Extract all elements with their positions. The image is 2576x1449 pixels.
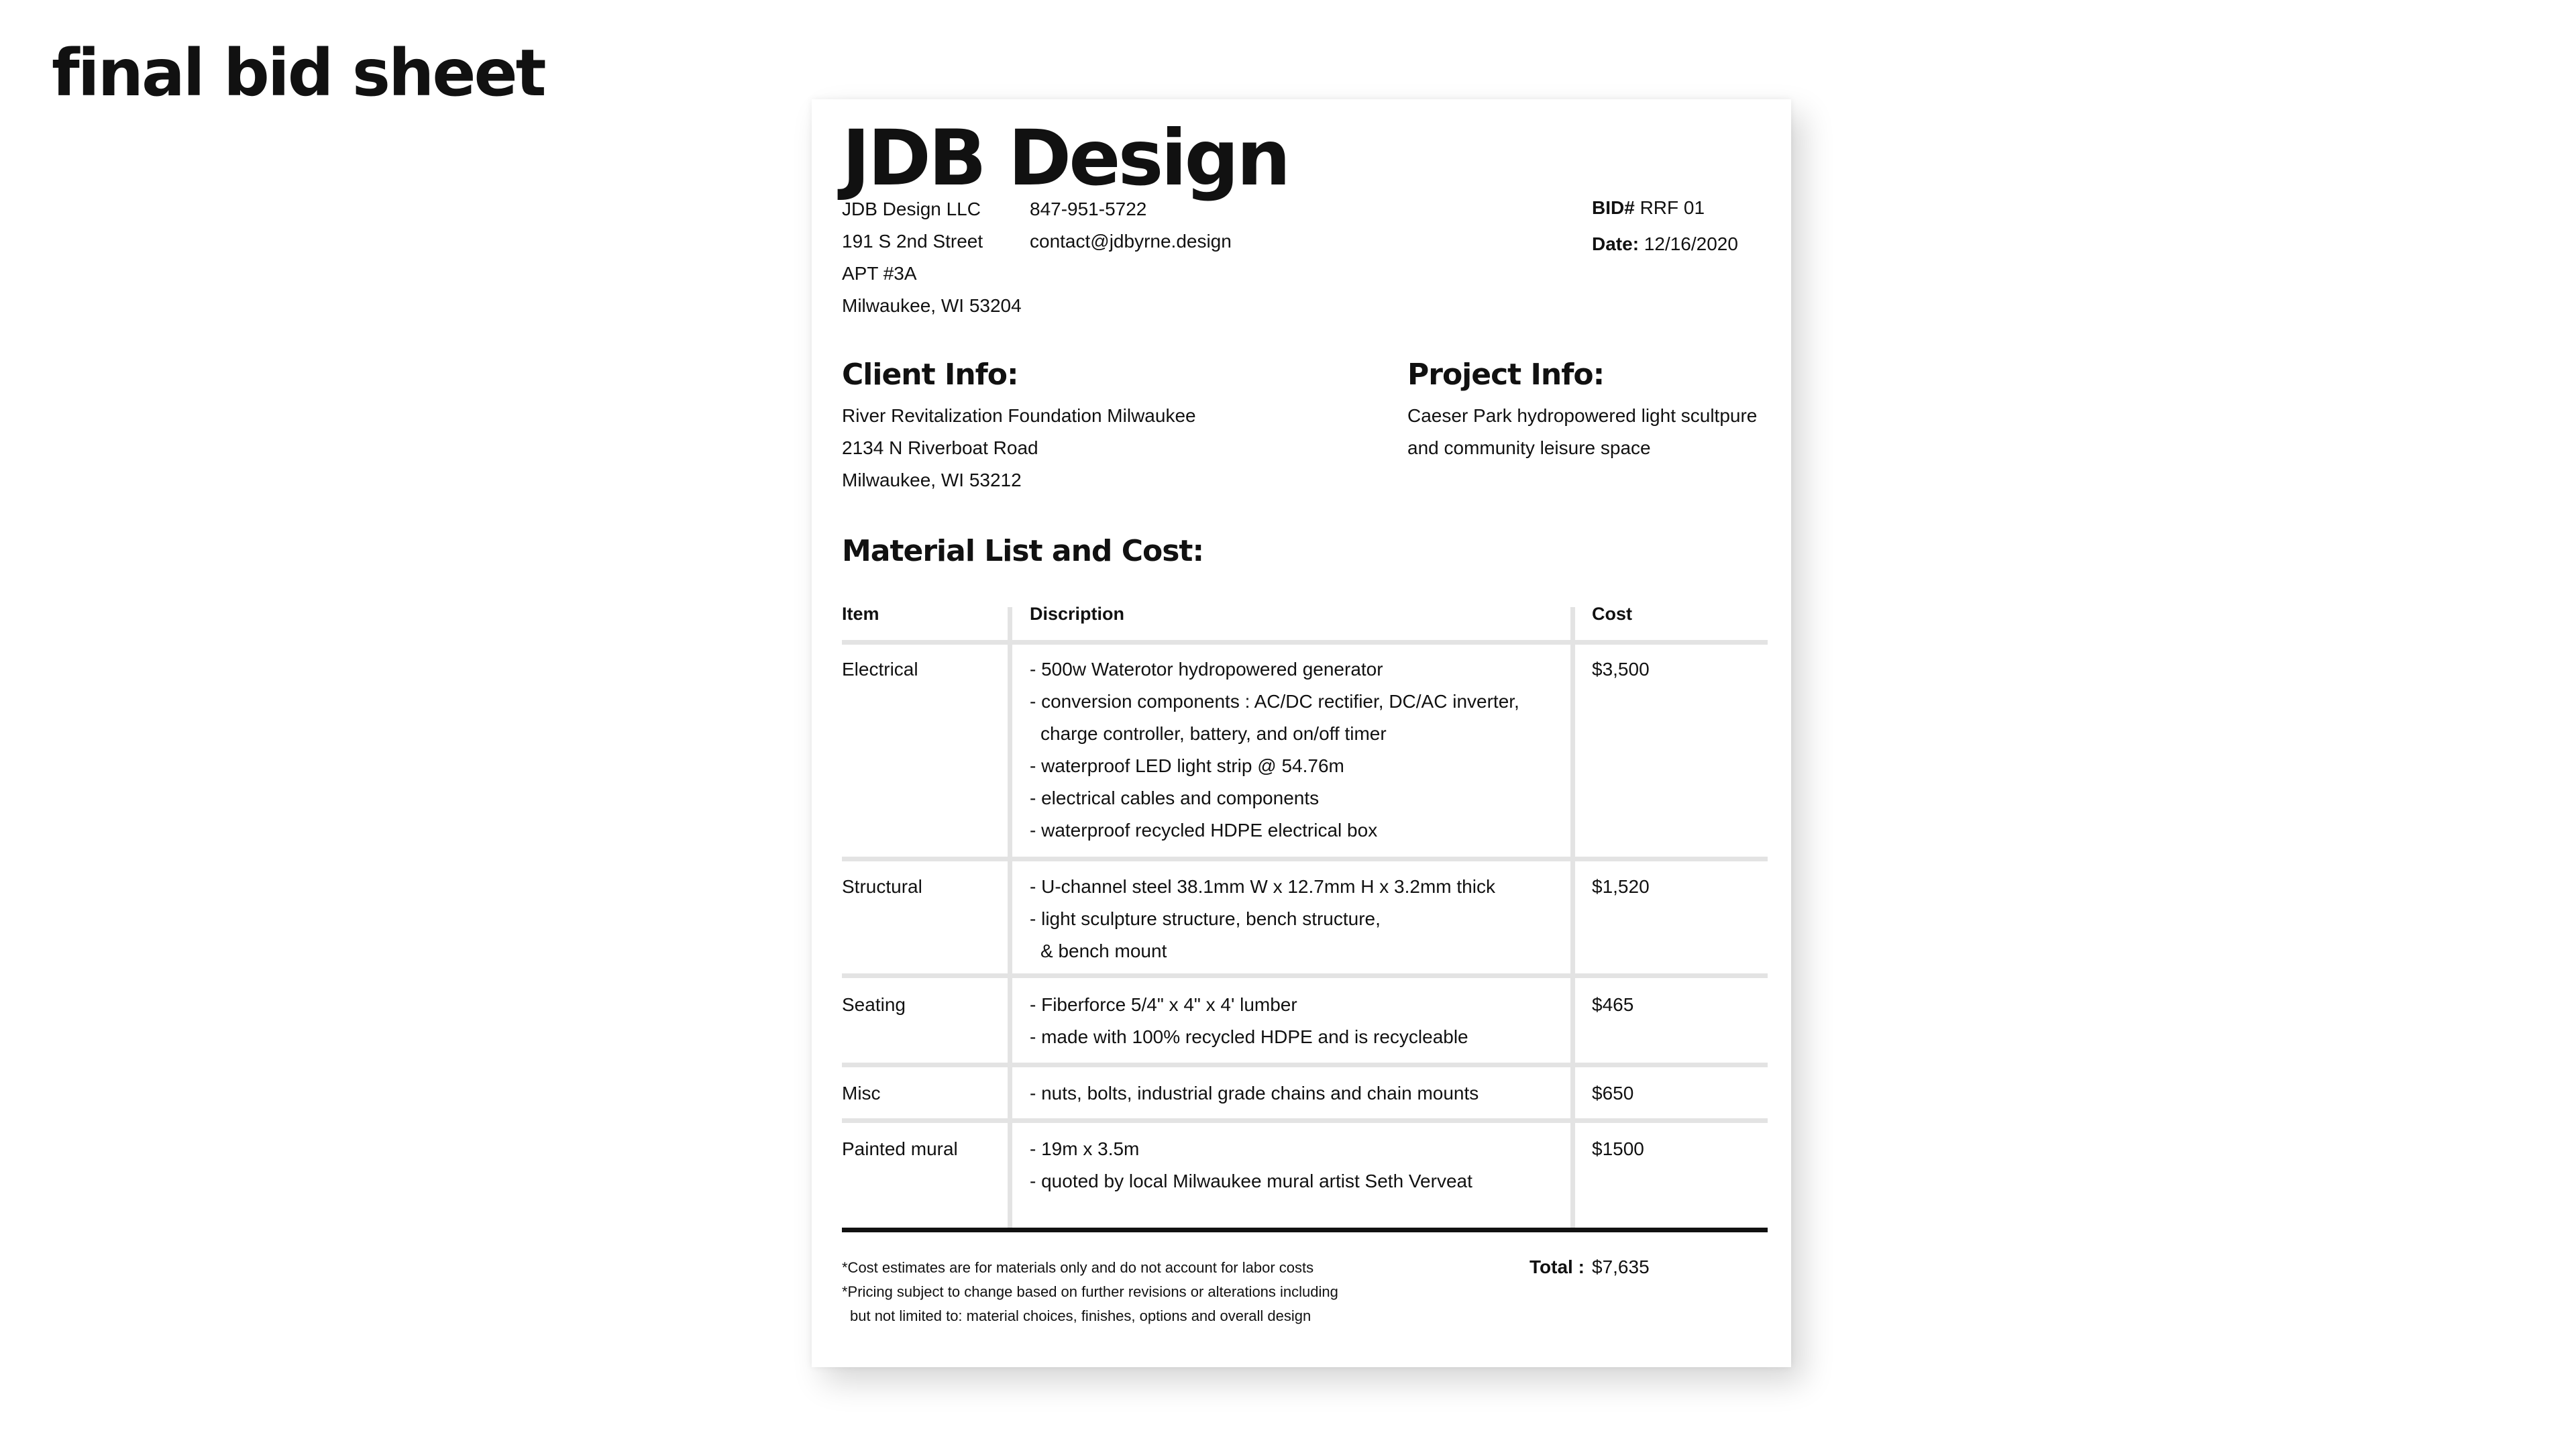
bid-info: [1592, 192, 1738, 260]
table-row-description: [1030, 989, 1468, 1053]
date-label: Date:: [1592, 233, 1640, 254]
footnotes: [842, 1256, 1338, 1328]
client-line: Milwaukee, WI 53212: [842, 470, 1022, 490]
column-header-description: Discription: [1030, 604, 1125, 624]
bid-label: BID#: [1592, 197, 1635, 218]
footnote-line: *Pricing subject to change based on further revisions or alterations including: [842, 1283, 1338, 1300]
client-info-heading: Client Info:: [842, 358, 1018, 392]
description-line: - conversion components : AC/DC rectifier, DC/AC inverter,: [1030, 691, 1519, 712]
total-value: $7,635: [1592, 1256, 1650, 1277]
row-divider: [842, 973, 1768, 978]
description-line: - waterproof LED light strip @ 54.76m: [1030, 755, 1344, 776]
description-line: - Fiberforce 5/4" x 4" x 4' lumber: [1030, 994, 1297, 1015]
client-line: 2134 N Riverboat Road: [842, 437, 1038, 458]
description-line: - electrical cables and components: [1030, 788, 1320, 808]
table-row-item: Painted mural: [842, 1138, 958, 1159]
client-info: [842, 400, 1196, 496]
description-line: - 19m x 3.5m: [1030, 1138, 1140, 1159]
table-row-cost: $1500: [1592, 1138, 1644, 1159]
description-line: - waterproof recycled HDPE electrical box: [1030, 820, 1378, 841]
bid-date: [1592, 228, 1738, 260]
row-divider: [842, 1063, 1768, 1067]
table-row-item: Seating: [842, 994, 906, 1015]
bid-number: [1592, 192, 1738, 224]
table-row-cost: $1,520: [1592, 876, 1650, 897]
footnote-line: *Cost estimates are for materials only and do not account for labor costs: [842, 1259, 1314, 1276]
description-line: charge controller, battery, and on/off timer: [1040, 723, 1387, 744]
table-row-item: Electrical: [842, 659, 918, 680]
table-row-cost: $650: [1592, 1083, 1634, 1104]
project-info: [1407, 400, 1757, 464]
table-row-description: [1030, 871, 1495, 967]
description-line: - nuts, bolts, industrial grade chains and chain mounts: [1030, 1083, 1479, 1104]
total-label: Total :: [1529, 1256, 1585, 1277]
address-line: APT #3A: [842, 263, 917, 284]
company-address: [842, 193, 1022, 322]
date-value: 12/16/2020: [1644, 233, 1738, 254]
table-row-description: [1030, 1133, 1472, 1197]
phone-number: 847-951-5722: [1030, 199, 1147, 219]
table-row-item: Misc: [842, 1083, 881, 1104]
row-divider: [842, 640, 1768, 645]
description-line: - 500w Waterotor hydropowered generator: [1030, 659, 1383, 680]
column-divider: [1008, 607, 1012, 1228]
email-address: contact@jdbyrne.design: [1030, 231, 1232, 252]
description-line: - made with 100% recycled HDPE and is recycleable: [1030, 1026, 1468, 1047]
description-line: - light sculpture structure, bench structure,: [1030, 908, 1381, 929]
row-divider: [842, 857, 1768, 861]
table-row-description: [1030, 1077, 1479, 1110]
project-line: and community leisure space: [1407, 437, 1651, 458]
column-header-item: Item: [842, 604, 879, 624]
description-line: - U-channel steel 38.1mm W x 12.7mm H x 3.2mm thick: [1030, 876, 1495, 897]
slide-title: final bid sheet: [52, 36, 545, 111]
project-line: Caeser Park hydropowered light scultpure: [1407, 405, 1758, 426]
column-divider: [1570, 607, 1575, 1228]
table-row-cost: $465: [1592, 994, 1634, 1015]
bid-sheet: [812, 99, 1791, 1367]
client-line: River Revitalization Foundation Milwaukee: [842, 405, 1196, 426]
table-row-cost: $3,500: [1592, 659, 1650, 680]
address-line: Milwaukee, WI 53204: [842, 295, 1022, 316]
project-info-heading: Project Info:: [1407, 358, 1605, 392]
table-bottom-rule: [842, 1228, 1768, 1232]
description-line: - quoted by local Milwaukee mural artist Seth Verveat: [1030, 1171, 1472, 1191]
materials-heading: Material List and Cost:: [842, 534, 1204, 568]
company-contact: [1030, 193, 1232, 258]
table-row-description: [1030, 653, 1519, 847]
table-row-item: Structural: [842, 876, 922, 897]
bid-value: RRF 01: [1640, 197, 1705, 218]
row-divider: [842, 1118, 1768, 1123]
address-line: 191 S 2nd Street: [842, 231, 983, 252]
footnote-line: but not limited to: material choices, finishes, options and overall design: [850, 1307, 1311, 1324]
address-line: JDB Design LLC: [842, 199, 981, 219]
description-line: & bench mount: [1040, 941, 1167, 961]
column-header-cost: Cost: [1592, 604, 1632, 624]
company-name: JDB Design: [842, 113, 1289, 203]
